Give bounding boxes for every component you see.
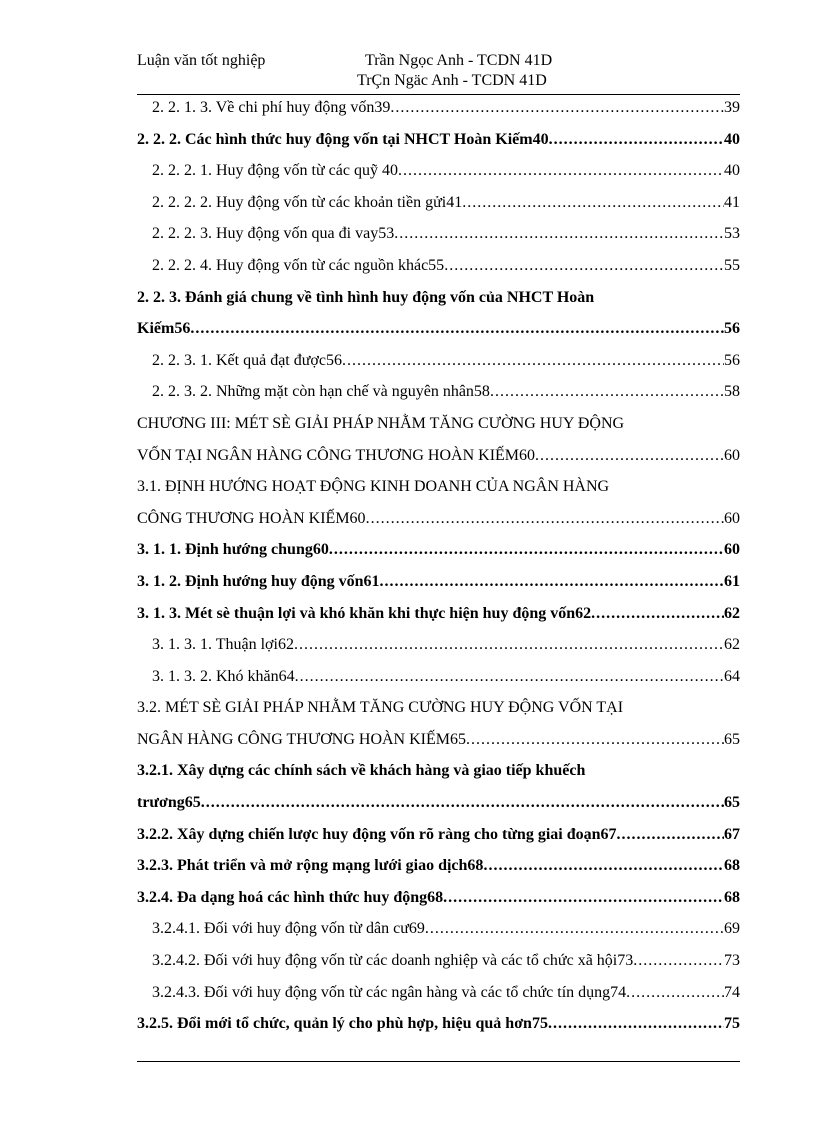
toc-entry-title: 3. 1. 1. Định hướng chung60 — [137, 541, 329, 559]
toc-entry-title: 2. 2. 3. 1. Kết quả đạt được56 — [152, 351, 342, 369]
toc-leader-dots — [190, 313, 724, 345]
toc-page-number: 58 — [724, 383, 740, 401]
table-of-contents — [137, 92, 740, 1040]
toc-entry[interactable] — [137, 187, 740, 219]
toc-entry[interactable] — [137, 471, 740, 503]
toc-entry-title: 3. 1. 2. Định hướng huy động vốn61 — [137, 572, 380, 590]
toc-page-number: 40 — [724, 130, 740, 148]
toc-entry[interactable] — [137, 819, 740, 851]
toc-leader-dots — [591, 598, 724, 630]
toc-entry[interactable] — [137, 629, 740, 661]
toc-entry-title: trương65 — [137, 794, 201, 812]
toc-entry[interactable] — [137, 945, 740, 977]
footer-rule — [137, 1061, 740, 1062]
toc-leader-dots — [444, 250, 724, 282]
toc-entry[interactable] — [137, 92, 740, 124]
toc-leader-dots — [394, 218, 724, 250]
toc-entry-title: NGÂN HÀNG CÔNG THƯƠNG HOÀN KIẾM65 — [137, 730, 466, 748]
toc-page-number: 68 — [724, 857, 740, 875]
toc-leader-dots — [425, 913, 724, 945]
toc-entry-title: 3.2.2. Xây dựng chiến lược huy động vốn rõ ràng cho từng giai đoạn67 — [137, 825, 617, 843]
toc-entry[interactable] — [137, 313, 740, 345]
toc-entry[interactable] — [137, 250, 740, 282]
toc-page-number: 41 — [724, 193, 740, 211]
toc-entry-title: CÔNG THƯƠNG HOÀN KIẾM60 — [137, 509, 366, 527]
toc-entry-title: 2. 2. 3. 2. Những mặt còn hạn chế và nguyên nhân58 — [152, 383, 490, 401]
toc-entry[interactable] — [137, 850, 740, 882]
toc-leader-dots — [633, 945, 724, 977]
toc-leader-dots — [535, 440, 724, 472]
toc-page-number: 56 — [724, 320, 740, 338]
toc-entry[interactable] — [137, 155, 740, 187]
toc-page-number: 75 — [724, 1015, 740, 1033]
toc-entry[interactable] — [137, 282, 740, 314]
toc-leader-dots — [490, 376, 724, 408]
toc-entry-title: 2. 2. 2. 4. Huy động vốn từ các nguồn khác55 — [152, 256, 445, 274]
toc-leader-dots — [462, 187, 724, 219]
toc-page-number: 74 — [724, 983, 740, 1001]
toc-entry-title: 3. 1. 3. 1. Thuận lợi62 — [152, 636, 294, 654]
toc-leader-dots — [626, 977, 724, 1009]
toc-entry-title: 2. 2. 3. Đánh giá chung về tình hình huy động vốn của NHCT Hoàn — [137, 288, 595, 306]
toc-entry-title: 3.2.4.3. Đối với huy động vốn từ các ngân hàng và các tổ chức tín dụng74 — [152, 983, 627, 1001]
toc-entry-title: 3.1. ĐỊNH HƯỚNG HOẠT ĐỘNG KINH DOANH CỦA NGÂN HÀNG — [137, 478, 610, 496]
toc-page-number: 62 — [724, 604, 740, 622]
toc-page-number: 40 — [724, 162, 740, 180]
header-left-title: Luận văn tốt nghiệp — [137, 52, 266, 69]
header-author: Trần Ngọc Anh - TCDN 41D — [365, 52, 553, 69]
toc-entry[interactable] — [137, 755, 740, 787]
toc-entry[interactable] — [137, 218, 740, 250]
toc-entry[interactable] — [137, 376, 740, 408]
toc-entry-title: 2. 2. 2. Các hình thức huy động vốn tại NHCT Hoàn Kiếm40 — [137, 130, 549, 148]
toc-leader-dots — [617, 819, 724, 851]
toc-entry-title: Kiếm56 — [137, 320, 191, 338]
toc-leader-dots — [366, 503, 724, 535]
toc-entry-title: 3.2.4.2. Đối với huy động vốn từ các doanh nghiệp và các tổ chức xã hội73 — [152, 952, 634, 970]
toc-page-number: 73 — [724, 952, 740, 970]
toc-entry[interactable] — [137, 692, 740, 724]
toc-entry-title: 2. 2. 2. 3. Huy động vốn qua đi vay53 — [152, 225, 395, 243]
toc-entry[interactable] — [137, 440, 740, 472]
toc-entry[interactable] — [137, 598, 740, 630]
toc-page-number: 55 — [724, 256, 740, 274]
toc-entry[interactable] — [137, 724, 740, 756]
toc-leader-dots — [466, 724, 724, 756]
toc-entry[interactable] — [137, 977, 740, 1009]
toc-page-number: 60 — [724, 446, 740, 464]
toc-page-number: 65 — [724, 730, 740, 748]
toc-leader-dots — [398, 155, 724, 187]
toc-leader-dots — [548, 1008, 724, 1040]
toc-entry[interactable] — [137, 661, 740, 693]
toc-page-number: 60 — [724, 541, 740, 559]
toc-entry-title: 3. 1. 3. 2. Khó khăn64 — [152, 667, 295, 685]
toc-entry-title: 3.2. MÉT SÈ GIẢI PHÁP NHẰM TĂNG CƯỜNG HUY ĐỘNG VỐN TẠI — [137, 699, 624, 717]
toc-entry-title: CHƯƠNG III: MÉT SÈ GIẢI PHÁP NHẰM TĂNG CƯỜNG HUY ĐỘNG — [137, 414, 625, 432]
toc-entry[interactable] — [137, 1008, 740, 1040]
toc-entry-title: VỐN TẠI NGÂN HÀNG CÔNG THƯƠNG HOÀN KIẾM60 — [137, 446, 536, 464]
toc-entry-title: 2. 2. 2. 2. Huy động vốn từ các khoản tiền gửi41 — [152, 193, 463, 211]
toc-entry-title: 3.2.4. Đa dạng hoá các hình thức huy động68 — [137, 888, 444, 906]
toc-leader-dots — [380, 566, 724, 598]
toc-page-number: 65 — [724, 794, 740, 812]
toc-page-number: 39 — [724, 99, 740, 116]
toc-leader-dots — [390, 92, 724, 124]
toc-leader-dots — [201, 787, 724, 819]
toc-entry-title: 3.2.1. Xây dựng các chính sách về khách hàng và giao tiếp khuếch — [137, 762, 586, 780]
toc-page-number: 68 — [724, 888, 740, 906]
toc-page-number: 69 — [724, 920, 740, 938]
toc-entry[interactable] — [137, 534, 740, 566]
toc-entry-title: 3.2.5. Đổi mới tổ chức, quản lý cho phù hợp, hiệu quả hơn75 — [137, 1015, 548, 1033]
toc-page-number: 56 — [724, 351, 740, 369]
toc-entry[interactable] — [137, 882, 740, 914]
toc-leader-dots — [295, 661, 724, 693]
toc-leader-dots — [483, 850, 724, 882]
toc-leader-dots — [329, 534, 724, 566]
toc-leader-dots — [549, 124, 724, 156]
toc-leader-dots — [342, 345, 724, 377]
toc-entry[interactable] — [137, 124, 740, 156]
toc-page-number: 53 — [724, 225, 740, 243]
toc-page-number: 67 — [724, 825, 740, 843]
toc-page-number: 61 — [724, 572, 740, 590]
toc-entry[interactable] — [137, 787, 740, 819]
toc-entry[interactable] — [137, 345, 740, 377]
toc-leader-dots — [443, 882, 724, 914]
toc-page-number: 64 — [724, 667, 740, 685]
toc-entry[interactable] — [137, 566, 740, 598]
toc-page-number: 60 — [724, 509, 740, 527]
header-author-garbled: TrÇn Ngäc Anh - TCDN 41D — [357, 72, 547, 89]
toc-entry-title: 2. 2. 2. 1. Huy động vốn từ các quỹ 40 — [152, 162, 398, 180]
toc-entry[interactable] — [137, 913, 740, 945]
toc-entry-title: 2. 2. 1. 3. Về chi phí huy động vốn39 — [152, 99, 391, 116]
toc-entry[interactable] — [137, 503, 740, 535]
toc-entry-title: 3. 1. 3. Mét sè thuận lợi và khó khăn khi thực hiện huy động vốn62 — [137, 604, 592, 622]
toc-entry-title: 3.2.3. Phát triển và mở rộng mạng lưới giao dịch68 — [137, 857, 484, 875]
toc-page-number: 62 — [724, 636, 740, 654]
toc-entry-title: 3.2.4.1. Đối với huy động vốn từ dân cư69 — [152, 920, 425, 938]
toc-leader-dots — [294, 629, 724, 661]
toc-entry[interactable] — [137, 408, 740, 440]
